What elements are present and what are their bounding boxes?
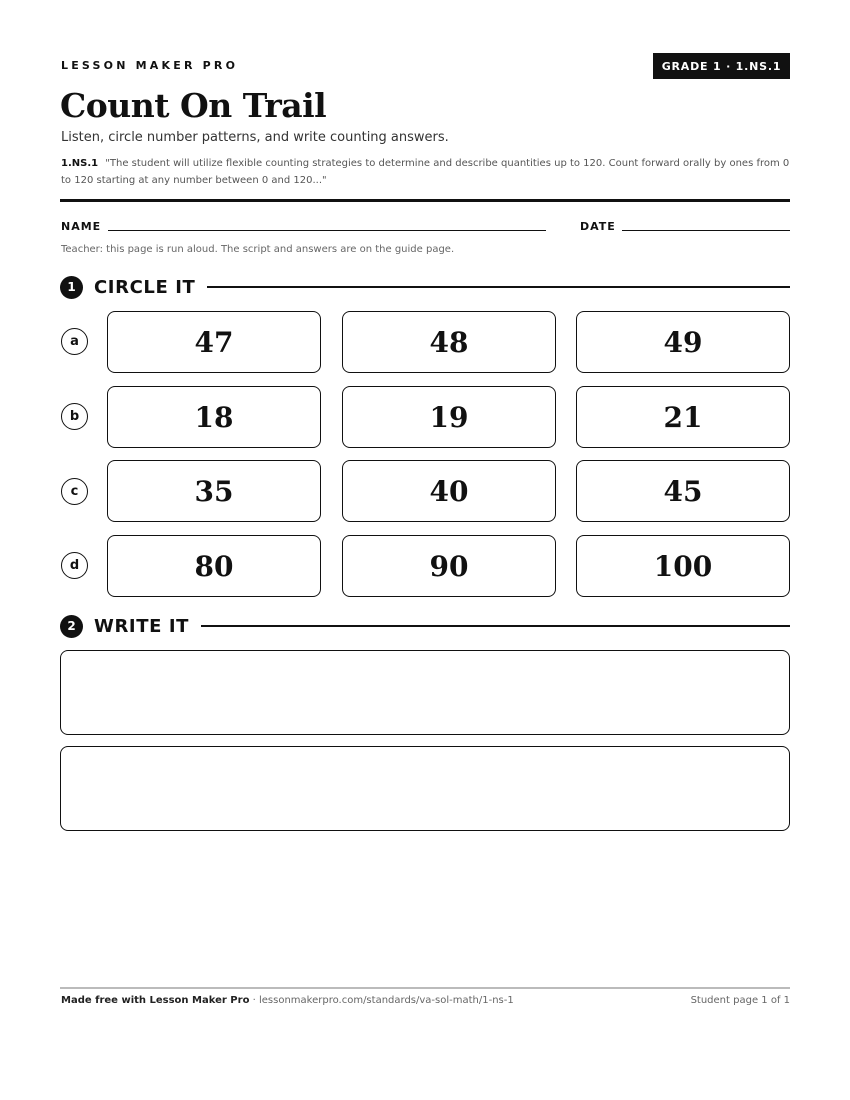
answer-box-2[interactable]	[60, 746, 790, 831]
footer-url: · lessonmakerpro.com/standards/va-sol-math/1-ns-1	[249, 995, 514, 1006]
date-field[interactable]	[622, 230, 790, 231]
row-letter-a: a	[61, 328, 88, 355]
footer-page-number: Student page 1 of 1	[690, 995, 790, 1006]
section-circle-it	[60, 275, 790, 299]
teacher-note: Teacher: this page is run aloud. The script and answers are on the guide page.	[61, 244, 455, 255]
choice-box[interactable]: 100	[576, 535, 790, 597]
standard-description	[61, 155, 796, 189]
row-letter-b: b	[61, 403, 88, 430]
section-number: 1	[60, 276, 83, 299]
footer-made-with: Made free with Lesson Maker Pro	[61, 995, 250, 1006]
row-letter-c: c	[61, 478, 88, 505]
page-subtitle: Listen, circle number patterns, and write counting answers.	[61, 130, 449, 145]
standard-text: "The student will utilize flexible counting strategies to determine and describe quantities up to 120. Count forward orally by ones from 0 to 120 starting at any number between 0 and 120..."	[61, 158, 790, 186]
section-divider	[207, 286, 790, 288]
row-letter-d: d	[61, 552, 88, 579]
section-number: 2	[60, 615, 83, 638]
choice-box[interactable]: 48	[342, 311, 556, 373]
brand-name: LESSON MAKER PRO	[61, 59, 239, 72]
choice-box[interactable]: 19	[342, 386, 556, 448]
section-write-it	[60, 614, 790, 638]
section-title: CIRCLE IT	[94, 276, 196, 298]
page-title: Count On Trail	[60, 86, 327, 125]
footer-credit	[61, 995, 514, 1006]
choice-box[interactable]: 21	[576, 386, 790, 448]
footer-divider	[60, 987, 790, 989]
choice-box[interactable]: 90	[342, 535, 556, 597]
section-title: WRITE IT	[94, 615, 190, 637]
answer-box-1[interactable]	[60, 650, 790, 735]
choice-box[interactable]: 47	[107, 311, 321, 373]
choice-box[interactable]: 35	[107, 460, 321, 522]
header-divider	[60, 199, 790, 202]
name-label: NAME	[61, 220, 102, 233]
grade-badge: GRADE 1 · 1.NS.1	[653, 53, 790, 79]
choice-box[interactable]: 18	[107, 386, 321, 448]
name-field[interactable]	[108, 230, 546, 231]
choice-box[interactable]: 80	[107, 535, 321, 597]
standard-code: 1.NS.1	[61, 158, 99, 169]
choice-box[interactable]: 49	[576, 311, 790, 373]
date-label: DATE	[580, 220, 616, 233]
choice-box[interactable]: 45	[576, 460, 790, 522]
section-divider	[201, 625, 790, 627]
choice-box[interactable]: 40	[342, 460, 556, 522]
